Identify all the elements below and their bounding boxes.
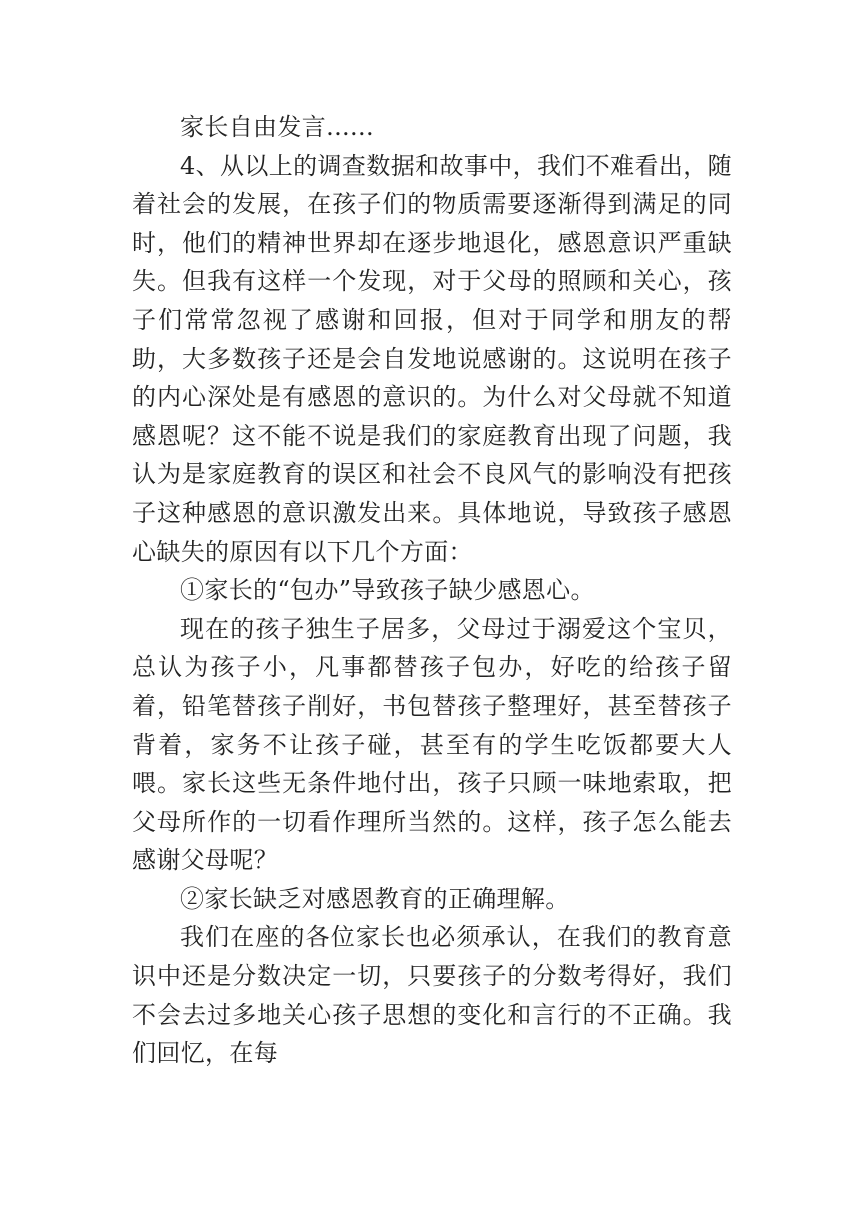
paragraph-reason-1-body: 现在的孩子独生子居多，父母过于溺爱这个宝贝，总认为孩子小，凡事都替孩子包办，好吃的给孩子留着，铅笔替孩子削好，书包替孩子整理好，甚至替孩子背着，家务不让孩子碰，甚至有的学生吃饭都要大人喂。家长这些无条件地付出，孩子只顾一味地索取，把父母所作的一切看作理所当然的。这样，孩子怎么能去感谢父母呢？ xyxy=(132,614,732,875)
paragraph-parent-speech: 家长自由发言...... xyxy=(180,113,374,141)
paragraph-reason-2-heading: ②家长缺乏对感恩教育的正确理解。 xyxy=(180,884,570,913)
paragraph-reason-1-heading: ①家长的“包办”导致孩子缺少感恩心。 xyxy=(180,576,595,605)
paragraph-analysis: 4、从以上的调查数据和故事中，我们不难看出，随着社会的发展，在孩子们的物质需要逐渐得到满足的同时，他们的精神世界却在逐步地退化，感恩意识严重缺失。但我有这样一个发现，对于父母的照顾和关心，孩子们常常忽视了感谢和回报，但对于同学和朋友的帮助，大多数孩子还是会自发地说感谢的。这说明在孩子的内心深处是有感恩的意识的。为什么对父母就不知道感恩呢？这不能不说是我们的家庭教育出现了问题，我认为是家庭教育的误区和社会不良风气的影响没有把孩子这种感恩的意识激发出来。具体地说，导致孩子感恩心缺失的原因有以下几个方面： xyxy=(132,151,732,566)
paragraph-reason-2-body: 我们在座的各位家长也必须承认，在我们的教育意识中还是分数决定一切，只要孩子的分数考得好，我们不会去过多地关心孩子思想的变化和言行的不正确。我们回忆，在每 xyxy=(132,923,732,1068)
document-body xyxy=(132,108,732,1073)
